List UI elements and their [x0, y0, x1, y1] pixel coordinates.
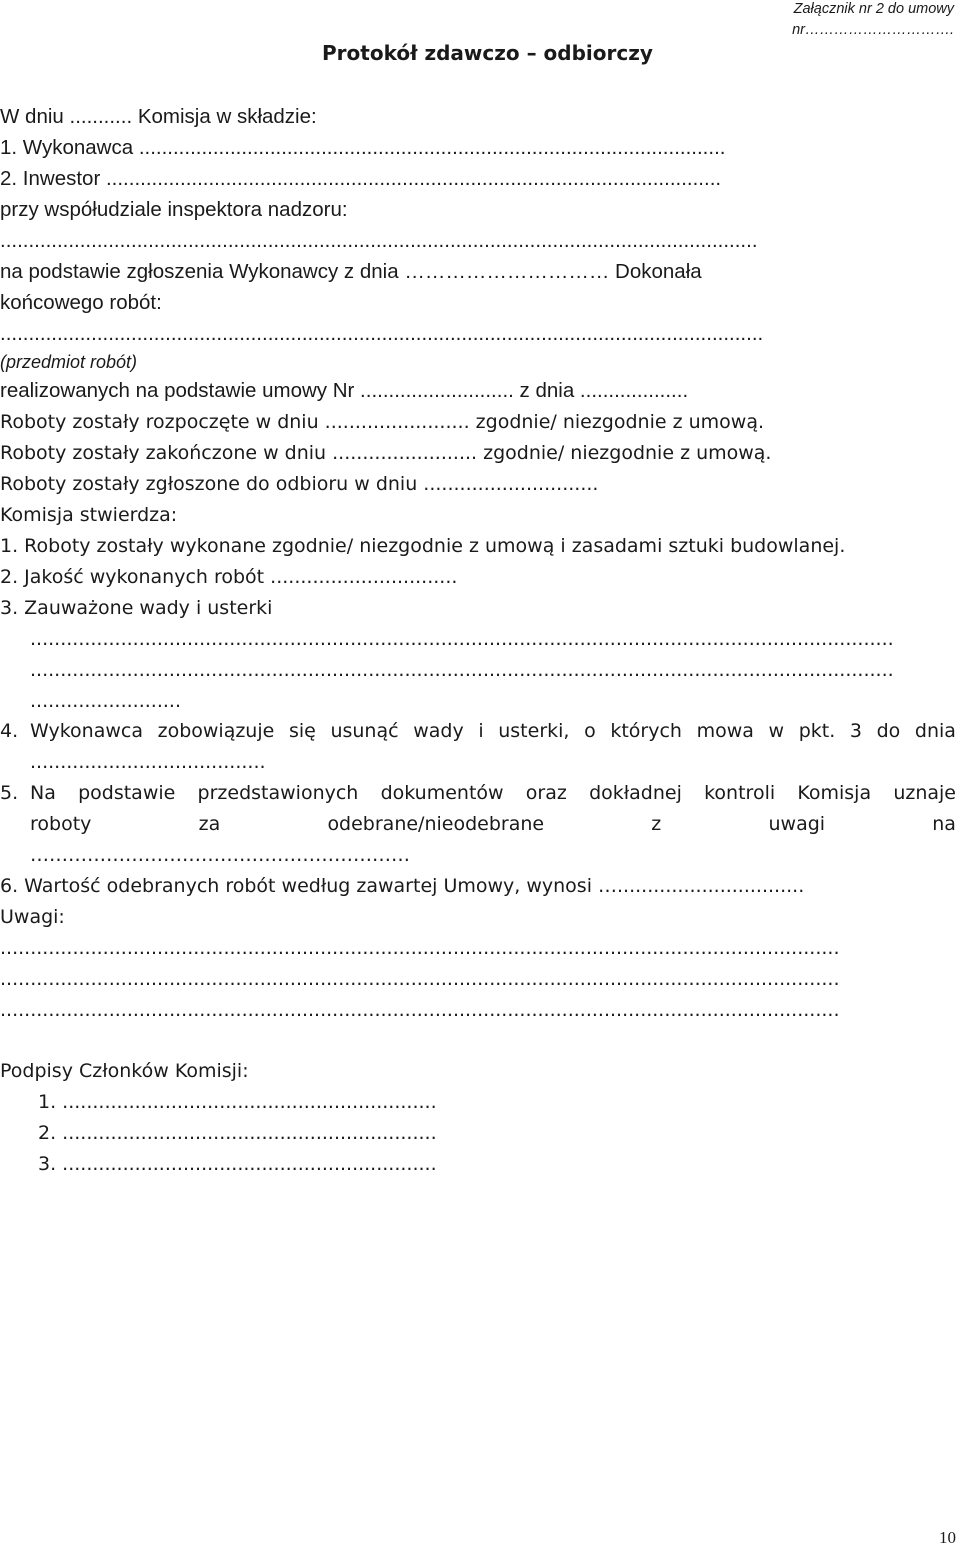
word: roboty [30, 813, 92, 835]
word: usunąć [330, 720, 399, 742]
word: z [651, 813, 662, 835]
signature-line-2: 2. .............................................................. [38, 1122, 437, 1144]
word: zobowiązuje [157, 720, 275, 742]
word: uwagi [768, 813, 826, 835]
document-title: Protokół zdawczo – odbiorczy [322, 41, 653, 65]
word: Wykonawca [30, 720, 143, 742]
line-contractor: 1. Wykonawca ....................................................................................................... [0, 136, 726, 159]
word: 3 [849, 720, 862, 742]
word: oraz [525, 782, 567, 804]
remarks-label: Uwagi: [0, 906, 65, 928]
attachment-label: Załącznik nr 2 do umowy [793, 1, 954, 17]
word: do [876, 720, 901, 742]
word: podstawie [78, 782, 176, 804]
word: mowa [696, 720, 754, 742]
item-1: 1. Roboty zostały wykonane zgodnie/ niezgodnie z umową i zasadami sztuki budowlanej. [0, 535, 846, 557]
line-date-committee: W dniu ........... Komisja w składzie: [0, 105, 317, 128]
line-inspector-label: przy współudziale inspektora nadzoru: [0, 198, 348, 221]
word: dnia [914, 720, 956, 742]
line-investor: 2. Inwestor ............................................................................................................ [0, 167, 722, 190]
remarks-dots-3: ........................................................................................................................................... [0, 999, 840, 1021]
line-committee-states: Komisja stwierdza: [0, 504, 178, 526]
word: usterki, [498, 720, 570, 742]
word: i [478, 720, 484, 742]
remarks-dots-2: ........................................................................................................................................... [0, 968, 840, 990]
remarks-dots-1: ........................................................................................................................................... [0, 937, 840, 959]
signatures-label: Podpisy Członków Komisji: [0, 1060, 249, 1082]
item-3-dots-3: ......................... [30, 690, 181, 712]
item-4-text [30, 718, 956, 744]
signature-line-3: 3. .............................................................. [38, 1153, 437, 1175]
line-works-subject: (przedmiot robót) [0, 352, 138, 372]
item-5-dots: …………………………………………………… [30, 844, 410, 866]
word: na [932, 813, 956, 835]
item-5-number: 5. [0, 782, 19, 804]
line-works-dots: ...................................................................................................................................... [0, 322, 764, 345]
item-6: 6. Wartość odebranych robót według zawartej Umowy, wynosi …............................... [0, 875, 805, 897]
word: kontroli [704, 782, 776, 804]
item-2: 2. Jakość wykonanych robót ............................... [0, 566, 458, 588]
word: odebrane/nieodebrane [327, 813, 545, 835]
item-3-dots-1: ............................................................................................................................................... [30, 628, 894, 650]
page-number: 10 [939, 1528, 956, 1547]
word: pkt. [798, 720, 836, 742]
word: za [198, 813, 221, 835]
word: których [610, 720, 682, 742]
item-5-text [30, 780, 956, 806]
word: przedstawionych [197, 782, 359, 804]
word: się [288, 720, 316, 742]
line-notification: na podstawie zgłoszenia Wykonawcy z dnia ………………………… Dokonała [0, 260, 702, 283]
signature-line-1: 1. .............................................................. [38, 1091, 437, 1113]
word: uznaje [893, 782, 956, 804]
word: dokumentów [380, 782, 504, 804]
line-final-works: końcowego robót: [0, 291, 162, 314]
word: w [768, 720, 785, 742]
word: wady [413, 720, 464, 742]
item-3: 3. Zauważone wady i usterki [0, 597, 273, 619]
line-inspector-dots: ..................................................................................................................................... [0, 229, 758, 252]
word: o [584, 720, 596, 742]
item-5-text-cont [30, 811, 956, 837]
line-finished: Roboty zostały zakończone w dniu ........................ zgodnie/ niezgodnie z umową. [0, 442, 772, 464]
line-contract: realizowanych na podstawie umowy Nr ........................... z dnia ................... [0, 379, 689, 402]
word: dokładnej [589, 782, 682, 804]
line-started: Roboty zostały rozpoczęte w dniu ........................ zgodnie/ niezgodnie z umową. [0, 411, 765, 433]
item-4-number: 4. [0, 720, 19, 742]
attachment-number: nr…………………………. [792, 22, 954, 38]
line-reported: Roboty zostały zgłoszone do odbioru w dniu ............................. [0, 473, 599, 495]
item-3-dots-2: ............................................................................................................................................... [30, 659, 894, 681]
word: Na [30, 782, 56, 804]
item-4-dots: ....................................... [30, 751, 266, 773]
word: Komisja [797, 782, 872, 804]
